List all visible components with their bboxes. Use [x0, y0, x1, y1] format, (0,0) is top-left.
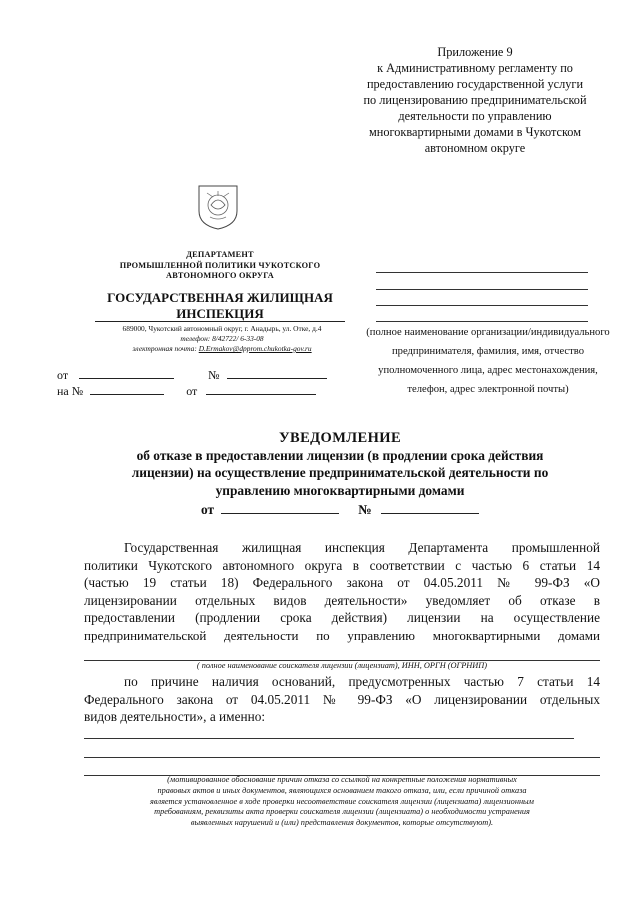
department-line: АВТОНОМНОГО ОКРУГА [166, 271, 274, 280]
body-line: (частью 19 статьи 18) Федерального закона от 04.05.2011 № 99-ФЗ «О [84, 575, 600, 590]
ref-to-number-field[interactable] [90, 383, 164, 395]
body-line: политики Чукотского автономного округа в соответствии с частью 6 статьи 14 [84, 557, 600, 573]
body-line: предоставлении (продлении срока действия) лицензии на осуществление [84, 610, 600, 625]
body-line: лицензировании отдельных видов деятельности» уведомляет об отказе в [84, 592, 600, 608]
ref-number-field[interactable] [227, 367, 327, 379]
annex-line: Приложение 9 [437, 45, 513, 59]
notice-date-field[interactable] [221, 502, 339, 514]
reason-line: видов деятельности», а именно: [84, 709, 266, 724]
ref-date2-field[interactable] [206, 383, 316, 395]
recipient-line[interactable] [376, 321, 588, 322]
reason-line: по причине наличия оснований, предусмотренных частью 7 статьи 14 [124, 674, 600, 689]
annex-line: многоквартирными домами в Чукотском [369, 125, 581, 139]
motivation-line: (мотивированное обоснование причин отказа со ссылкой на конкретные положения нормативных [167, 775, 517, 784]
ref-date-field[interactable] [79, 367, 174, 379]
annex-header [340, 44, 610, 156]
motivation-line: требованиям, реквизиты акта проверки соискателя лицензии (лицензиата) о необходимости устранения [154, 807, 530, 817]
recipient-caption-line: уполномоченного лица, адрес местонахождения, [378, 365, 598, 376]
sender-phone: телефон: 8/42722/ 6-33-08 [180, 334, 264, 343]
annex-line: автономном округе [424, 141, 526, 155]
reason-input-line[interactable] [84, 738, 574, 739]
sender-address: 689000, Чукотский автономный округ, г. Анадырь, ул. Отке, д.4 [122, 324, 322, 333]
motivation-line: выявленных нарушений и (или) представления документов, которые отсутствуют). [190, 818, 494, 828]
recipient-caption [358, 323, 618, 399]
coat-of-arms-icon [195, 183, 241, 231]
body-line: предпринимательской деятельности по управлению многоквартирными домами [84, 627, 600, 643]
sender-contacts [97, 324, 347, 354]
inspection-name [85, 290, 355, 322]
recipient-line[interactable] [376, 289, 588, 290]
ref-number-label: № [208, 368, 220, 382]
inspection-line: ГОСУДАРСТВЕННАЯ ЖИЛИЩНАЯ [107, 290, 333, 305]
department-line: ПРОМЫШЛЕННОЙ ПОЛИТИКИ ЧУКОТСКОГО [119, 260, 321, 270]
notice-number-field[interactable] [381, 502, 479, 514]
recipient-caption-line: предпринимателя, фамилия, имя, отчество [392, 346, 584, 357]
title-number-label: № [358, 501, 372, 517]
notice-title [100, 430, 580, 519]
annex-line: к Административному регламенту по [377, 61, 573, 75]
recipient-line[interactable] [376, 272, 588, 273]
motivation-line: является установленное в ходе проверки несоответствие соискателя лицензии (лицензиата) лицензионным [150, 796, 534, 806]
ref-from-label: от [57, 368, 69, 382]
email-label: электронная почта: [132, 344, 197, 353]
notice-body [84, 539, 600, 644]
page-title: УВЕДОМЛЕНИЕ [278, 430, 402, 446]
motivation-line: правовых актов и иных документов, являющихся основанием такого отказа, или, если причиной отказа [157, 785, 527, 795]
ref-from2-label: от [186, 384, 198, 398]
reason-line: Федерального закона от 04.05.2011 № 99-ФЗ «О лицензировании отдельных [84, 691, 600, 707]
annex-line: по лицензированию предпринимательской [363, 93, 587, 107]
applicant-caption: ( полное наименование соискателя лицензии (лицензиат), ИНН, ОРГН (ОГРНИП) [196, 661, 488, 670]
recipient-caption-line: (полное наименование организации/индивидуального [366, 327, 610, 338]
annex-line: предоставлению государственной услуги [366, 77, 584, 91]
refusal-reason [84, 673, 600, 726]
inspection-line: ИНСПЕКЦИЯ [176, 306, 264, 321]
divider [95, 321, 345, 322]
body-line: Государственная жилищная инспекция Департамента промышленной [124, 540, 600, 555]
sender-email-link[interactable]: D.Ermakov@dpprom.chukotka-gov.ru [198, 344, 312, 353]
annex-line: деятельности по управлению [398, 109, 552, 123]
recipient-caption-line: телефон, адрес электронной почты) [407, 384, 569, 395]
motivation-caption [84, 775, 600, 829]
department-name [100, 250, 340, 282]
department-line: ДЕПАРТАМЕНТ [186, 250, 254, 259]
recipient-line[interactable] [376, 305, 588, 306]
title-line: управлению многоквартирными домами [215, 482, 465, 498]
reason-input-line[interactable] [84, 757, 600, 758]
title-line: лицензии) на осуществление предпринимательской деятельности по [131, 465, 549, 481]
ref-to-number-label: на № [57, 384, 84, 398]
reference-fields [57, 367, 327, 399]
title-line: об отказе в предоставлении лицензии (в продлении срока действия [136, 448, 544, 463]
title-from-label: от [200, 501, 215, 517]
